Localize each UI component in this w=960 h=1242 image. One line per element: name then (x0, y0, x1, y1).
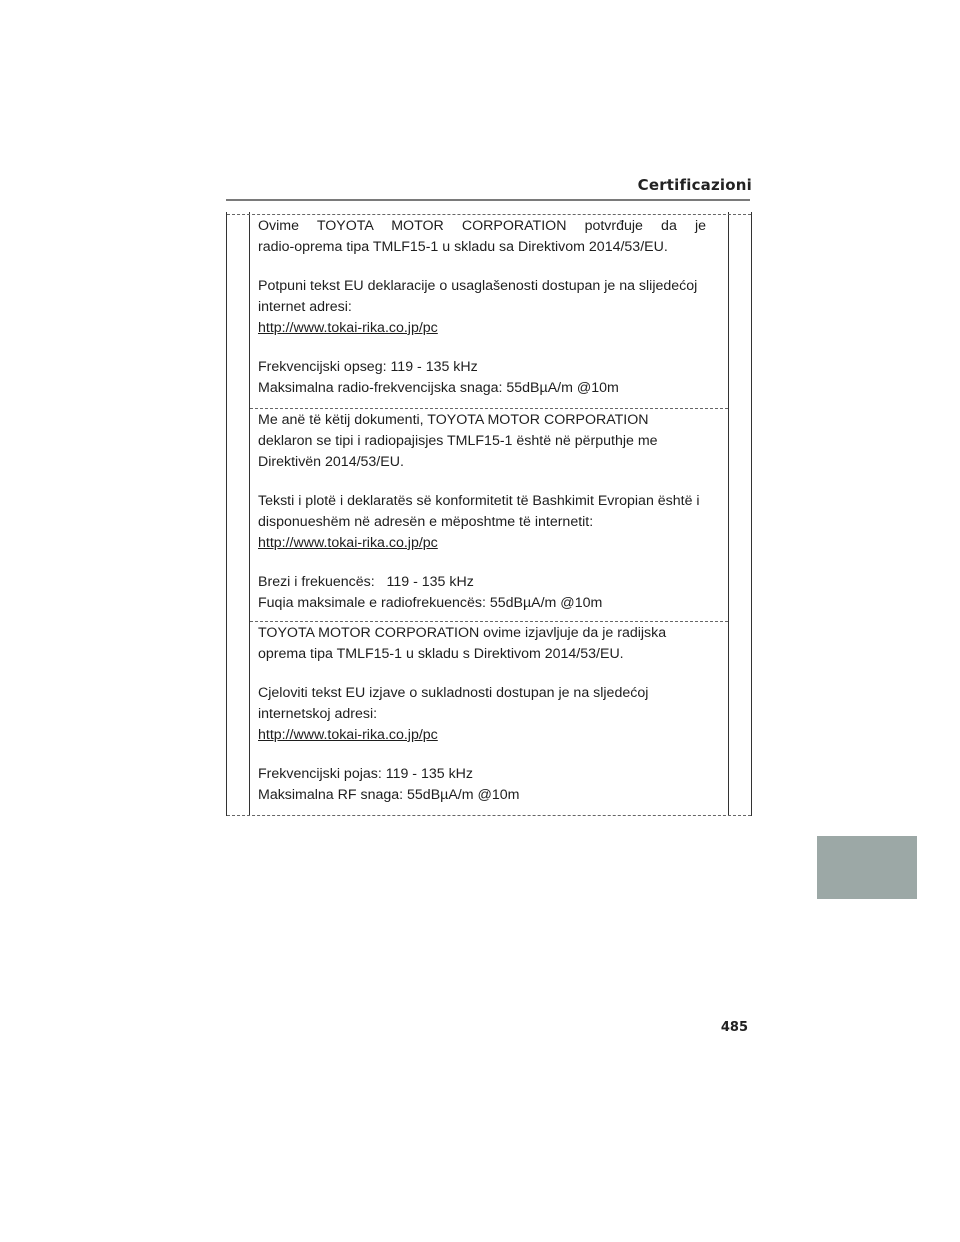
text-line: disponueshëm në adresën e mëposhtme të internetit: (258, 514, 594, 530)
text-line: Me anë të këtij dokumenti, TOYOTA MOTOR CORPORATION (258, 412, 649, 428)
table-right-margin-line (728, 212, 729, 816)
declaration-bosnian (258, 216, 706, 399)
section-title: Certificazioni (637, 176, 752, 194)
text-line: radio-oprema tipa TMLF15-1 u skladu sa Direktivom 2014/53/EU. (258, 239, 668, 255)
table-bottom-divider (227, 815, 751, 816)
text-line: oprema tipa TMLF15-1 u skladu s Direktivom 2014/53/EU. (258, 646, 624, 662)
header-rule (226, 199, 750, 201)
text-line: Frekvencijski pojas: 119 - 135 kHz (258, 766, 474, 782)
text-line: internet adresi: (258, 299, 352, 315)
table-top-divider (227, 214, 751, 215)
table-left-margin-line (249, 212, 250, 816)
text-line: Fuqia maksimale e radiofrekuencës: 55dBµA/m @10m (258, 595, 603, 611)
chapter-side-tab (817, 836, 917, 899)
declaration-albanian (258, 410, 706, 614)
declaration-link[interactable]: http://www.tokai-rika.co.jp/pc (258, 320, 438, 336)
row-divider (250, 621, 728, 622)
row-divider (250, 408, 728, 409)
text-line: Teksti i plotë i deklaratës së konformitetit të Bashkimit Evropian është i (258, 493, 700, 509)
text-line: Cjeloviti tekst EU izjave o sukladnosti dostupan je na sljedećoj (258, 685, 649, 701)
text-line: Direktivën 2014/53/EU. (258, 454, 404, 470)
text-line: Frekvencijski opseg: 119 - 135 kHz (258, 359, 478, 375)
declaration-croatian (258, 623, 706, 806)
text-line: deklaron se tipi i radiopajisjes TMLF15-1 është në përputhje me (258, 433, 658, 449)
text-line: internetskoj adresi: (258, 706, 378, 722)
text-line: Ovime TOYOTA MOTOR CORPORATION potvrđuje da je (258, 218, 706, 234)
text-line: Maksimalna RF snaga: 55dBµA/m @10m (258, 787, 520, 803)
text-line: Potpuni tekst EU deklaracije o usaglašenosti dostupan je na slijedećoj (258, 278, 698, 294)
page-number: 485 (720, 1020, 748, 1035)
text-line: Brezi i frekuencës: 119 - 135 kHz (258, 574, 474, 590)
text-line: Maksimalna radio-frekvencijska snaga: 55dBµA/m @10m (258, 380, 619, 396)
certification-table (226, 212, 752, 816)
declaration-link[interactable]: http://www.tokai-rika.co.jp/pc (258, 727, 438, 743)
text-line: TOYOTA MOTOR CORPORATION ovime izjavljuje da je radijska (258, 625, 667, 641)
declaration-link[interactable]: http://www.tokai-rika.co.jp/pc (258, 535, 438, 551)
